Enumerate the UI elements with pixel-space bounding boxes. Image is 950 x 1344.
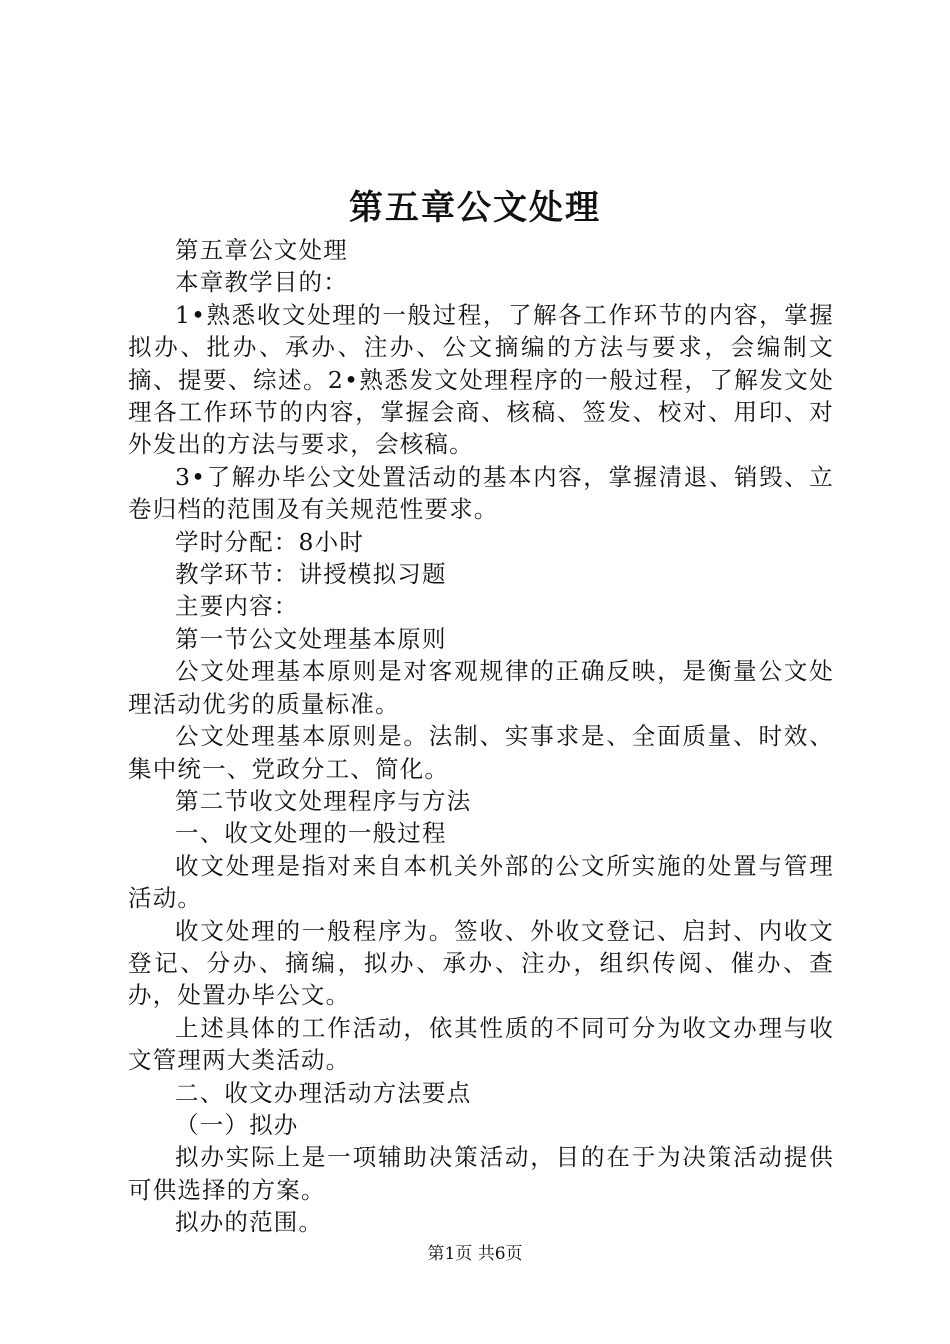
paragraph: 第五章公文处理: [175, 236, 348, 264]
paragraph: 主要内容：: [175, 592, 299, 621]
paragraph: 学时分配：8小时: [175, 527, 365, 556]
paragraph: 1•熟悉收文处理的一般过程，了解各工作环节的内容，掌握拟办、批办、承办、注办、公文摘编的方法与要求，会编制文摘、提要、综述。2•熟悉发文处理程序的一般过程，了解发文处理各工作环节的内容，掌握会商、核稿、签发、校对、用印、对外发出的方法与要求，会核稿。: [128, 300, 834, 459]
document-body: [128, 234, 834, 1239]
paragraph: 收文处理是指对来自本机关外部的公文所实施的处置与管理活动。: [128, 851, 834, 913]
paragraph: 本章教学目的：: [175, 268, 348, 297]
document-title: 第五章公文处理: [349, 188, 601, 228]
section-heading: 第二节收文处理程序与方法: [175, 786, 472, 815]
page-footer: 第1页 共6页: [427, 1244, 523, 1264]
paragraph: 教学环节：讲授模拟习题: [175, 560, 447, 589]
subsection-heading: 一、收文处理的一般过程: [175, 819, 447, 848]
paragraph: 公文处理基本原则是对客观规律的正确反映，是衡量公文处理活动优劣的质量标准。: [128, 657, 834, 718]
subsection-heading: （一）拟办: [175, 1110, 299, 1139]
subsection-heading: 二、收文办理活动方法要点: [175, 1078, 472, 1107]
paragraph: 拟办的范围。: [175, 1208, 324, 1237]
paragraph: 上述具体的工作活动，依其性质的不同可分为收文办理与收文管理两大类活动。: [128, 1013, 834, 1075]
paragraph: 收文处理的一般程序为。签收、外收文登记、启封、内收文登记、分办、摘编，拟办、承办、注办，组织传阅、催办、查办，处置办毕公文。: [128, 916, 834, 1010]
paragraph: 拟办实际上是一项辅助决策活动，目的在于为决策活动提供可供选择的方案。: [128, 1143, 834, 1204]
paragraph: 公文处理基本原则是。法制、实事求是、全面质量、时效、集中统一、党政分工、简化。: [128, 722, 834, 783]
paragraph: 3•了解办毕公文处置活动的基本内容，掌握清退、销毁、立卷归档的范围及有关规范性要求。: [128, 462, 834, 524]
section-heading: 第一节公文处理基本原则: [175, 624, 447, 653]
